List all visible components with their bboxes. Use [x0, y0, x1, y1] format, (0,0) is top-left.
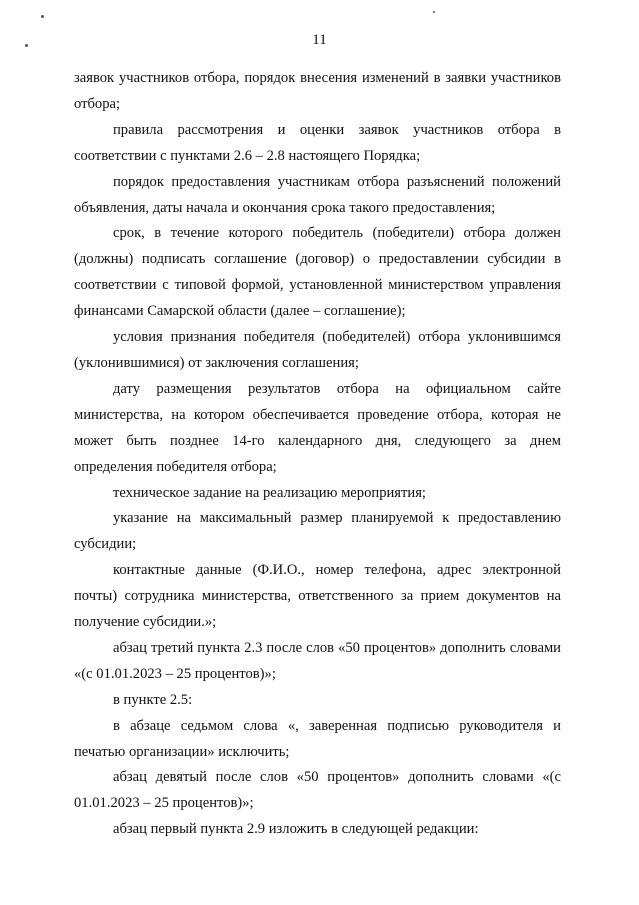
- paragraph-2: правила рассмотрения и оценки заявок участников отбора в соответствии с пунктами 2.6 – 2.8 настоящего Порядка;: [74, 121, 561, 164]
- paragraph-5: условия признания победителя (победителей) отбора уклонившимся (уклонившимися) от заключения соглашения;: [74, 329, 561, 371]
- scan-speck: [433, 11, 435, 13]
- paragraph-10: абзац третий пункта 2.3 после слов «50 процентов» дополнить словами «(с 01.01.2023 – 25 процентов)»;: [74, 639, 561, 682]
- paragraph-7: техническое задание на реализацию мероприятия;: [113, 484, 426, 501]
- page-number: 11: [312, 32, 327, 48]
- paragraph-1: заявок участников отбора, порядок внесения изменений в заявки участников отбора;: [74, 70, 561, 112]
- paragraph-8: указание на максимальный размер планируемой к предоставлению субсидии;: [74, 510, 561, 553]
- paragraph-14: абзац первый пункта 2.9 изложить в следующей редакции:: [113, 821, 479, 838]
- scan-speck: [41, 15, 44, 18]
- paragraph-12: в абзаце седьмом слова «, заверенная подписью руководителя и печатью организации» исключить;: [74, 717, 561, 760]
- paragraph-11: в пункте 2.5:: [113, 691, 193, 708]
- document-body: [74, 66, 561, 843]
- paragraph-4: срок, в течение которого победитель (победители) отбора должен (должны) подписать соглашение (договор) о предоставлении субсидии в соответствии с типовой формой, установленной министерством управления финансами Самарской области (далее – соглашение);: [74, 225, 561, 320]
- paragraph-13: абзац девятый после слов «50 процентов» дополнить словами «(с 01.01.2023 – 25 процентов)»;: [74, 769, 561, 812]
- paragraph-6: дату размещения результатов отбора на официальном сайте министерства, на котором обеспечивается проведение отбора, которая не может быть позднее 14-го календарного дня, следующего за днем определения победителя отбора;: [74, 380, 561, 475]
- paragraph-3: порядок предоставления участникам отбора разъяснений положений объявления, даты начала и окончания срока такого предоставления;: [74, 173, 561, 216]
- paragraph-9: контактные данные (Ф.И.О., номер телефона, адрес электронной почты) сотрудника министерства, ответственного за прием документов на получение субсидии.»;: [74, 562, 561, 631]
